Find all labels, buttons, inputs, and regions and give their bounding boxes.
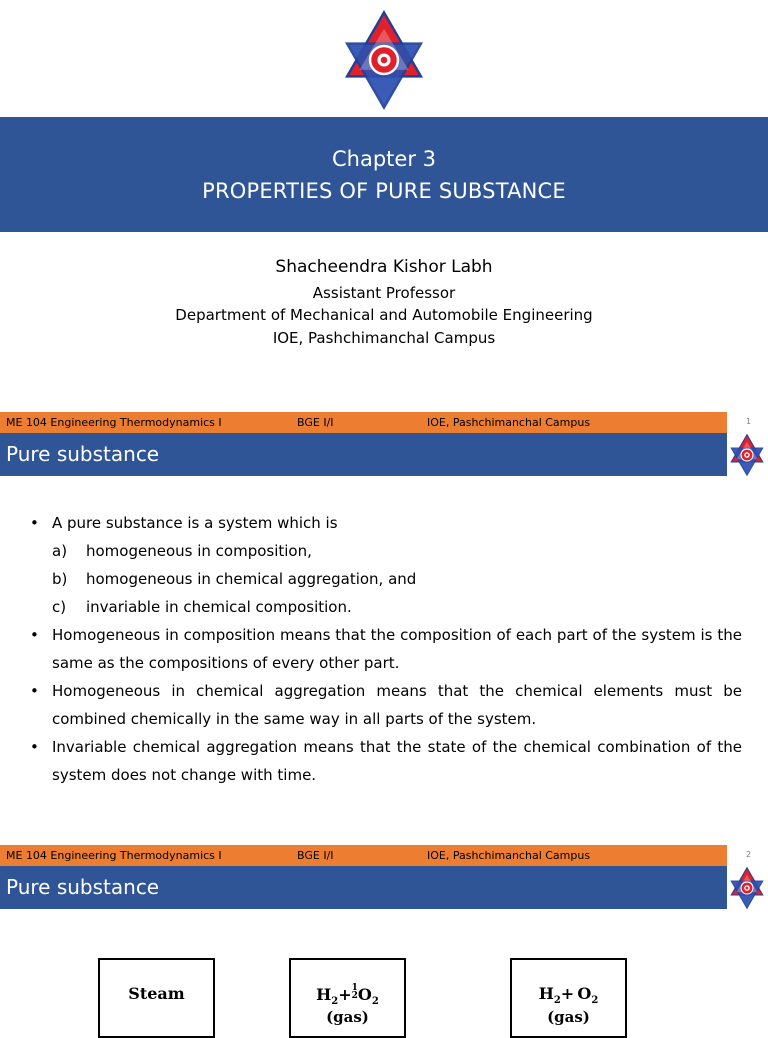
- list-item: b) homogeneous in chemical aggregation, and: [52, 570, 417, 588]
- program-label: BGE I/I: [297, 849, 334, 862]
- bullet-list: [30, 509, 742, 789]
- list-item: • A pure substance is a system which is: [30, 509, 742, 537]
- slide-heading: Pure substance: [0, 866, 727, 909]
- slide-footer-bar: [0, 845, 727, 866]
- list-item: a) homogeneous in composition,: [52, 542, 312, 560]
- list-item: c) invariable in chemical composition.: [52, 598, 352, 616]
- list-item: • Homogeneous in composition means that the composition of each part of the system is the same as the compositions of every other part.: [30, 621, 742, 677]
- bullet-mark: •: [30, 682, 39, 700]
- program-label: BGE I/I: [297, 416, 334, 429]
- author-name: Shacheendra Kishor Labh: [275, 257, 493, 277]
- title-band: [0, 117, 768, 232]
- list-item: • Homogeneous in chemical aggregation means that the chemical elements must be combined chemically in the same way in all parts of the system.: [30, 677, 742, 733]
- author-role: Assistant Professor: [312, 284, 456, 302]
- slide-heading: Pure substance: [0, 433, 727, 476]
- course-label: ME 104 Engineering Thermodynamics I: [6, 849, 222, 862]
- phase-label: (gas): [547, 1008, 590, 1026]
- campus-label: IOE, Pashchimanchal Campus: [427, 416, 591, 429]
- formula: $H_2+1$ $2O_2$: [316, 983, 379, 1008]
- tu-emblem-icon: [729, 434, 765, 476]
- hydrogen-oxygen-box: [510, 958, 627, 1038]
- list-item: • Invariable chemical aggregation means that the state of the chemical combination of the system does not change with time.: [30, 733, 742, 789]
- steam-label: Steam: [128, 984, 185, 1003]
- phase-label: (gas): [326, 1008, 369, 1026]
- bullet-mark: •: [30, 626, 39, 644]
- course-label: ME 104 Engineering Thermodynamics I: [6, 416, 222, 429]
- tu-emblem-icon: [729, 867, 765, 909]
- tu-emblem-icon: [343, 10, 425, 110]
- author-department: Department of Mechanical and Automobile Engineering: [175, 306, 593, 324]
- chapter-title: PROPERTIES OF PURE SUBSTANCE: [202, 179, 566, 203]
- page-number: 2: [746, 850, 752, 859]
- page-number: 1: [746, 417, 752, 426]
- bullet-mark: •: [30, 514, 39, 532]
- formula: $H_2+ O_2$: [538, 984, 599, 1007]
- hydrogen-half-oxygen-box: [289, 958, 406, 1038]
- campus-label: IOE, Pashchimanchal Campus: [427, 849, 591, 862]
- bullet-mark: •: [30, 738, 39, 756]
- slide-footer-bar: [0, 412, 727, 433]
- author-campus: IOE, Pashchimanchal Campus: [272, 329, 496, 347]
- steam-box: [98, 958, 215, 1038]
- chapter-number: Chapter 3: [332, 147, 436, 171]
